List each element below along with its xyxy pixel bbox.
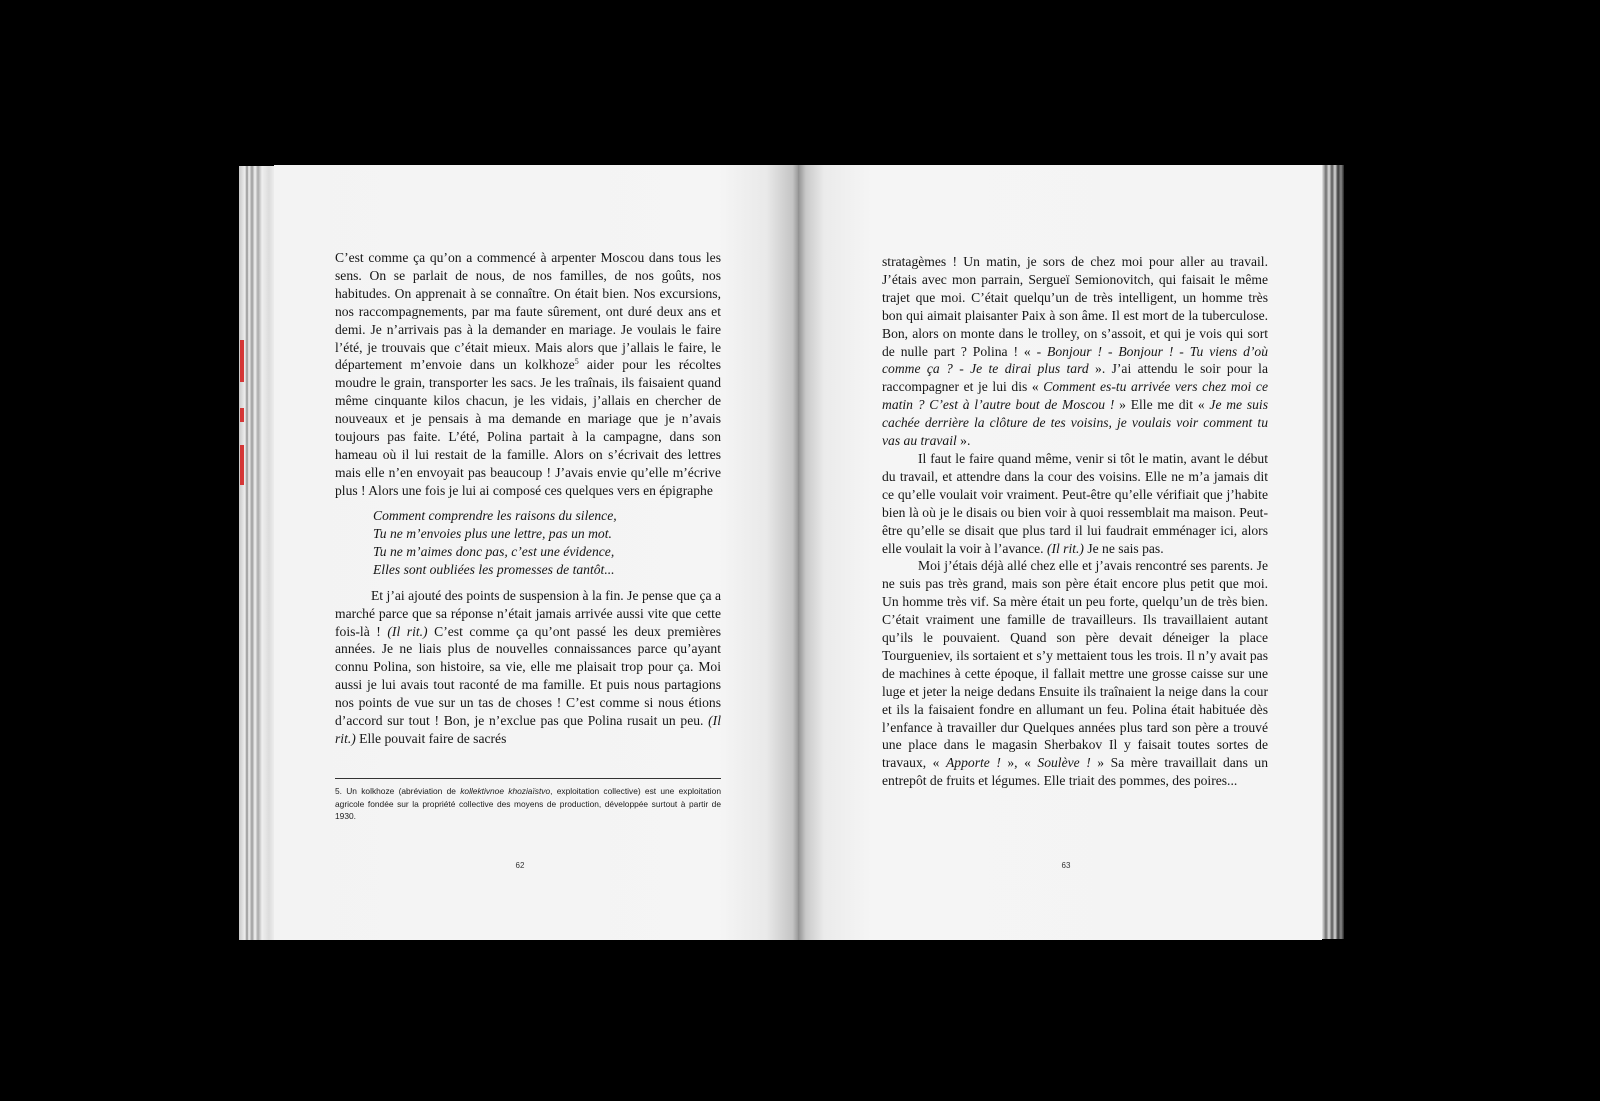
- paragraph-text: » Elle me dit «: [1114, 397, 1210, 413]
- footnote-reference: 5: [574, 357, 579, 367]
- paragraph: [882, 253, 1268, 450]
- footnote-text: , exploitation collective) est une exploitation agricole fondée sur la propriété collective des moyens de production, développée surtout à partir de 1930.: [335, 786, 721, 821]
- dialogue: Soulève !: [1037, 755, 1091, 771]
- paragraph-text: C’est comme ça qu’ont passé les deux premières années. Je ne liais plus de nouvelles connaissances parce qu’ayant connu Polina, son histoire, sa vie, elle me plaisait trop pour ça. Moi aussi je lui avais tout raconté de ma famille. Et puis nous partagions nos points de vue sur un tas de choses ! C’est comme si nous étions d’accord sur tout ! Bon, je n’exclue pas que Polina rusait un peu.: [335, 623, 722, 729]
- paragraph-text: Elle pouvait faire de sacrés: [355, 730, 507, 746]
- left-page-body: [335, 249, 721, 748]
- red-edge-mark: [240, 340, 244, 382]
- paragraph: [882, 450, 1268, 557]
- poem-line: Tu ne m’aimes donc pas, c’est une évidence,: [373, 543, 615, 559]
- page-number: 62: [515, 861, 525, 870]
- stage-direction: (Il rit.): [387, 623, 428, 639]
- left-page: [274, 165, 798, 940]
- dialogue: Je me suis cachée derrière la clôture de tes voisins, je voulais voir comment tu vas au travail: [882, 397, 1268, 449]
- paragraph: [882, 557, 1268, 790]
- paragraph-text: Moi j’étais déjà allé chez elle et j’avais rencontré ses parents. Je ne suis pas très grand, mais son père était encore plus petit que moi. Un homme très vif. Sa mère était un peu forte, quelqu’un de très bien. C’était vraiment une famille de travailleurs. Ils travaillaient autant qu’ils le pouvaient. Quand son père devait déneiger la place Tourgueniev, ils sortaient et s’y mettaient tous les trois. Il n’y avait pas de machines à cette époque, il fallait mettre une grosse caisse sur une luge et jeter la neige dedans Ensuite ils traînaient la neige dans la cour et ils la faisaient fondre en allumant un feu. Polina était habituée dès l’enfance à travailler dur Quelques années plus tard son père a trouvé une place dans le magasin Sherbakov Il y faisait toutes sortes de travaux, «: [882, 558, 1268, 771]
- dialogue: Apporte !: [946, 755, 1001, 771]
- stage-direction: (Il rit.): [335, 713, 721, 746]
- footnote-text: 5. Un kolkhoze (abréviation de: [335, 786, 461, 796]
- paragraph-text: stratagèmes ! Un matin, je sors de chez moi pour aller au travail. J’étais avec mon parrain, Sergueï Semionovitch, qui faisait le même trajet que moi. C’était quelqu’un de très intelligent, un homme très bon qui aimait plaisanter Paix à son âme. Il est mort de la tuberculose. Bon, alors on monte dans le trolley, on s’assoit, et qui je vois qui sort de nulle part ? Polina ! «: [882, 254, 1268, 359]
- paragraph-text: ».: [956, 433, 971, 449]
- paragraph-text: », «: [1000, 755, 1038, 771]
- paragraph-text: Et j’ai ajouté des points de suspension à la fin. Je pense que ça a marché parce que sa réponse n’était jamais arrivée aussi vite que cette fois-là !: [335, 587, 721, 639]
- paragraph-text: » Sa mère travaillait dans un entrepôt de fruits et légumes. Elle triait des pommes, des poires...: [882, 755, 1269, 789]
- paragraph-text: Je ne sais pas.: [1083, 540, 1164, 556]
- left-page-edges: [239, 166, 275, 940]
- poem-line: Elles sont oubliées les promesses de tantôt...: [373, 561, 615, 577]
- poem-line: Comment comprendre les raisons du silence,: [373, 507, 617, 523]
- red-edge-mark: [240, 445, 244, 485]
- footnote-divider: [335, 778, 721, 779]
- page-number: 63: [1061, 861, 1071, 870]
- dialogue: Comment es-tu arrivée vers chez moi ce matin ? C’est à l’autre bout de Moscou !: [882, 379, 1268, 413]
- paragraph: [335, 587, 721, 748]
- right-page-edges: [1322, 165, 1344, 939]
- paragraph: [335, 249, 721, 500]
- right-page: [798, 165, 1322, 940]
- poem: [373, 507, 721, 579]
- footnote-term: kollektivnoe khoziaïstvo: [460, 786, 551, 796]
- paragraph-text: Il faut le faire quand même, venir si tôt le matin, avant le début du travail, et attendre dans la cour des voisins. Elle ne m’a jamais dit ce qu’elle voulait voir vraiment. Peut-être qu’elle vérifiait que j’habite bien là où je le disais ou bien voir à quoi ressemblait ma maison. Peut-être qu’elle se disait que plus tard il lui faudrait emménager ici, alors elle voulait la voir à l’avance.: [882, 450, 1268, 556]
- red-edge-mark: [240, 408, 244, 422]
- paragraph-text: aider pour les récoltes moudre le grain, transporter les sacs. Je les traînais, ils faisaient quand même cinquante kilos chacun, je les vidais, j’allais en chercher de nouveaux et je pensais à ma demande en mariage que je n’avais toujours pas faite. L’été, Polina partait à la campagne, dans son hameau où il lui restait de la famille. Alors on s’écrivait des lettres mais elle n’en envoyait pas beaucoup ! J’avais envie qu’elle m’écrive plus ! Alors une fois je lui ai composé ces quelques vers en épigraphe: [335, 357, 721, 498]
- paragraph-text: ». J’ai attendu le soir pour la raccompagner et je lui dis «: [882, 361, 1268, 395]
- right-page-body: [882, 253, 1268, 790]
- paragraph-text: C’est comme ça qu’on a commencé à arpenter Moscou dans tous les sens. On se parlait de nous, de nos familles, de nos goûts, nos habitudes. On apprenait à se connaître. On était bien. Nos excursions, nos raccompagnements, par ma faute sûrement, ont duré deux ans et demi. Je n’arrivais pas à la demander en mariage. Je voulais le faire l’été, je trouvais que c’était mieux. Mais alors que j’allais le faire, le département m’envoie dans un kolkhoze: [335, 250, 721, 373]
- stage-direction: (Il rit.): [1046, 540, 1084, 556]
- poem-line: Tu ne m’envoies plus une lettre, pas un mot.: [373, 525, 612, 541]
- dialogue: - Bonjour ! - Bonjour ! - Tu viens d’où comme ça ? - Je te dirai plus tard: [882, 343, 1268, 377]
- footnote: [335, 785, 721, 823]
